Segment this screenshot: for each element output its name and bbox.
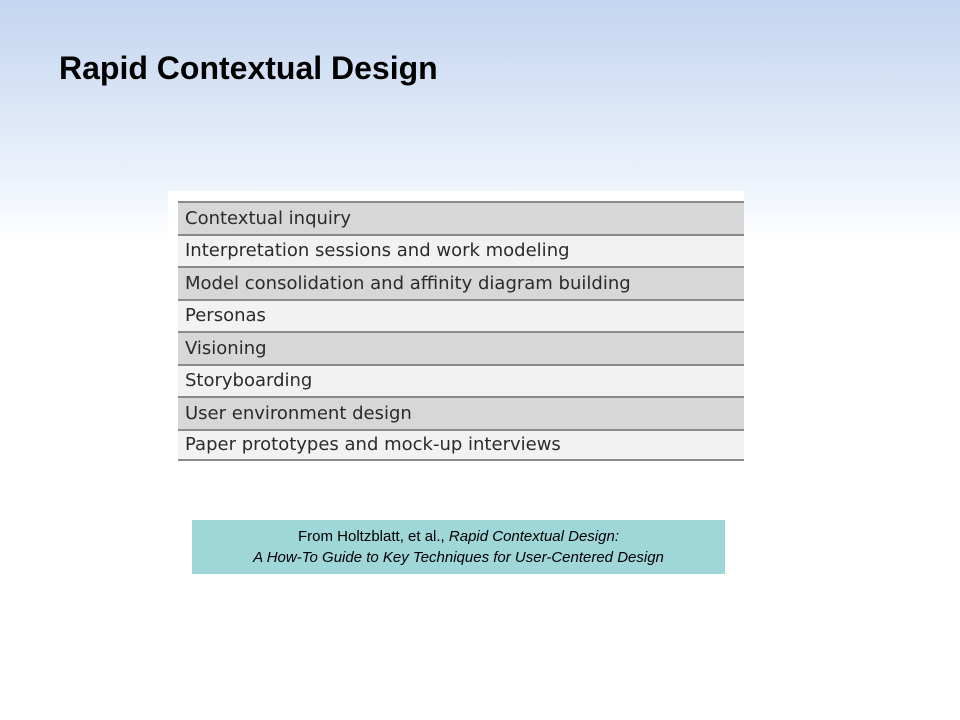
- step-row-contextual-inquiry: Contextual inquiry: [178, 201, 744, 234]
- citation-line-2: [253, 547, 664, 568]
- step-row-interpretation-sessions: Interpretation sessions and work modeling: [178, 234, 744, 267]
- steps-figure: [168, 191, 744, 461]
- step-row-user-environment-design: User environment design: [178, 396, 744, 429]
- step-row-model-consolidation: Model consolidation and affinity diagram building: [178, 266, 744, 299]
- step-row-visioning: Visioning: [178, 331, 744, 364]
- citation-prefix: From Holtzblatt, et al.,: [298, 528, 449, 545]
- slide-title: Rapid Contextual Design: [59, 50, 438, 86]
- citation-book-title-part1: Rapid Contextual Design:: [448, 528, 619, 545]
- step-row-personas: Personas: [178, 299, 744, 332]
- step-row-storyboarding: Storyboarding: [178, 364, 744, 397]
- citation-box: [192, 520, 725, 574]
- citation-line-1: [298, 526, 619, 547]
- step-row-paper-prototypes: Paper prototypes and mock-up interviews: [178, 429, 744, 462]
- steps-list: [178, 201, 744, 461]
- citation-book-title-part2: A How-To Guide to Key Techniques for User-Centered Design: [253, 549, 664, 566]
